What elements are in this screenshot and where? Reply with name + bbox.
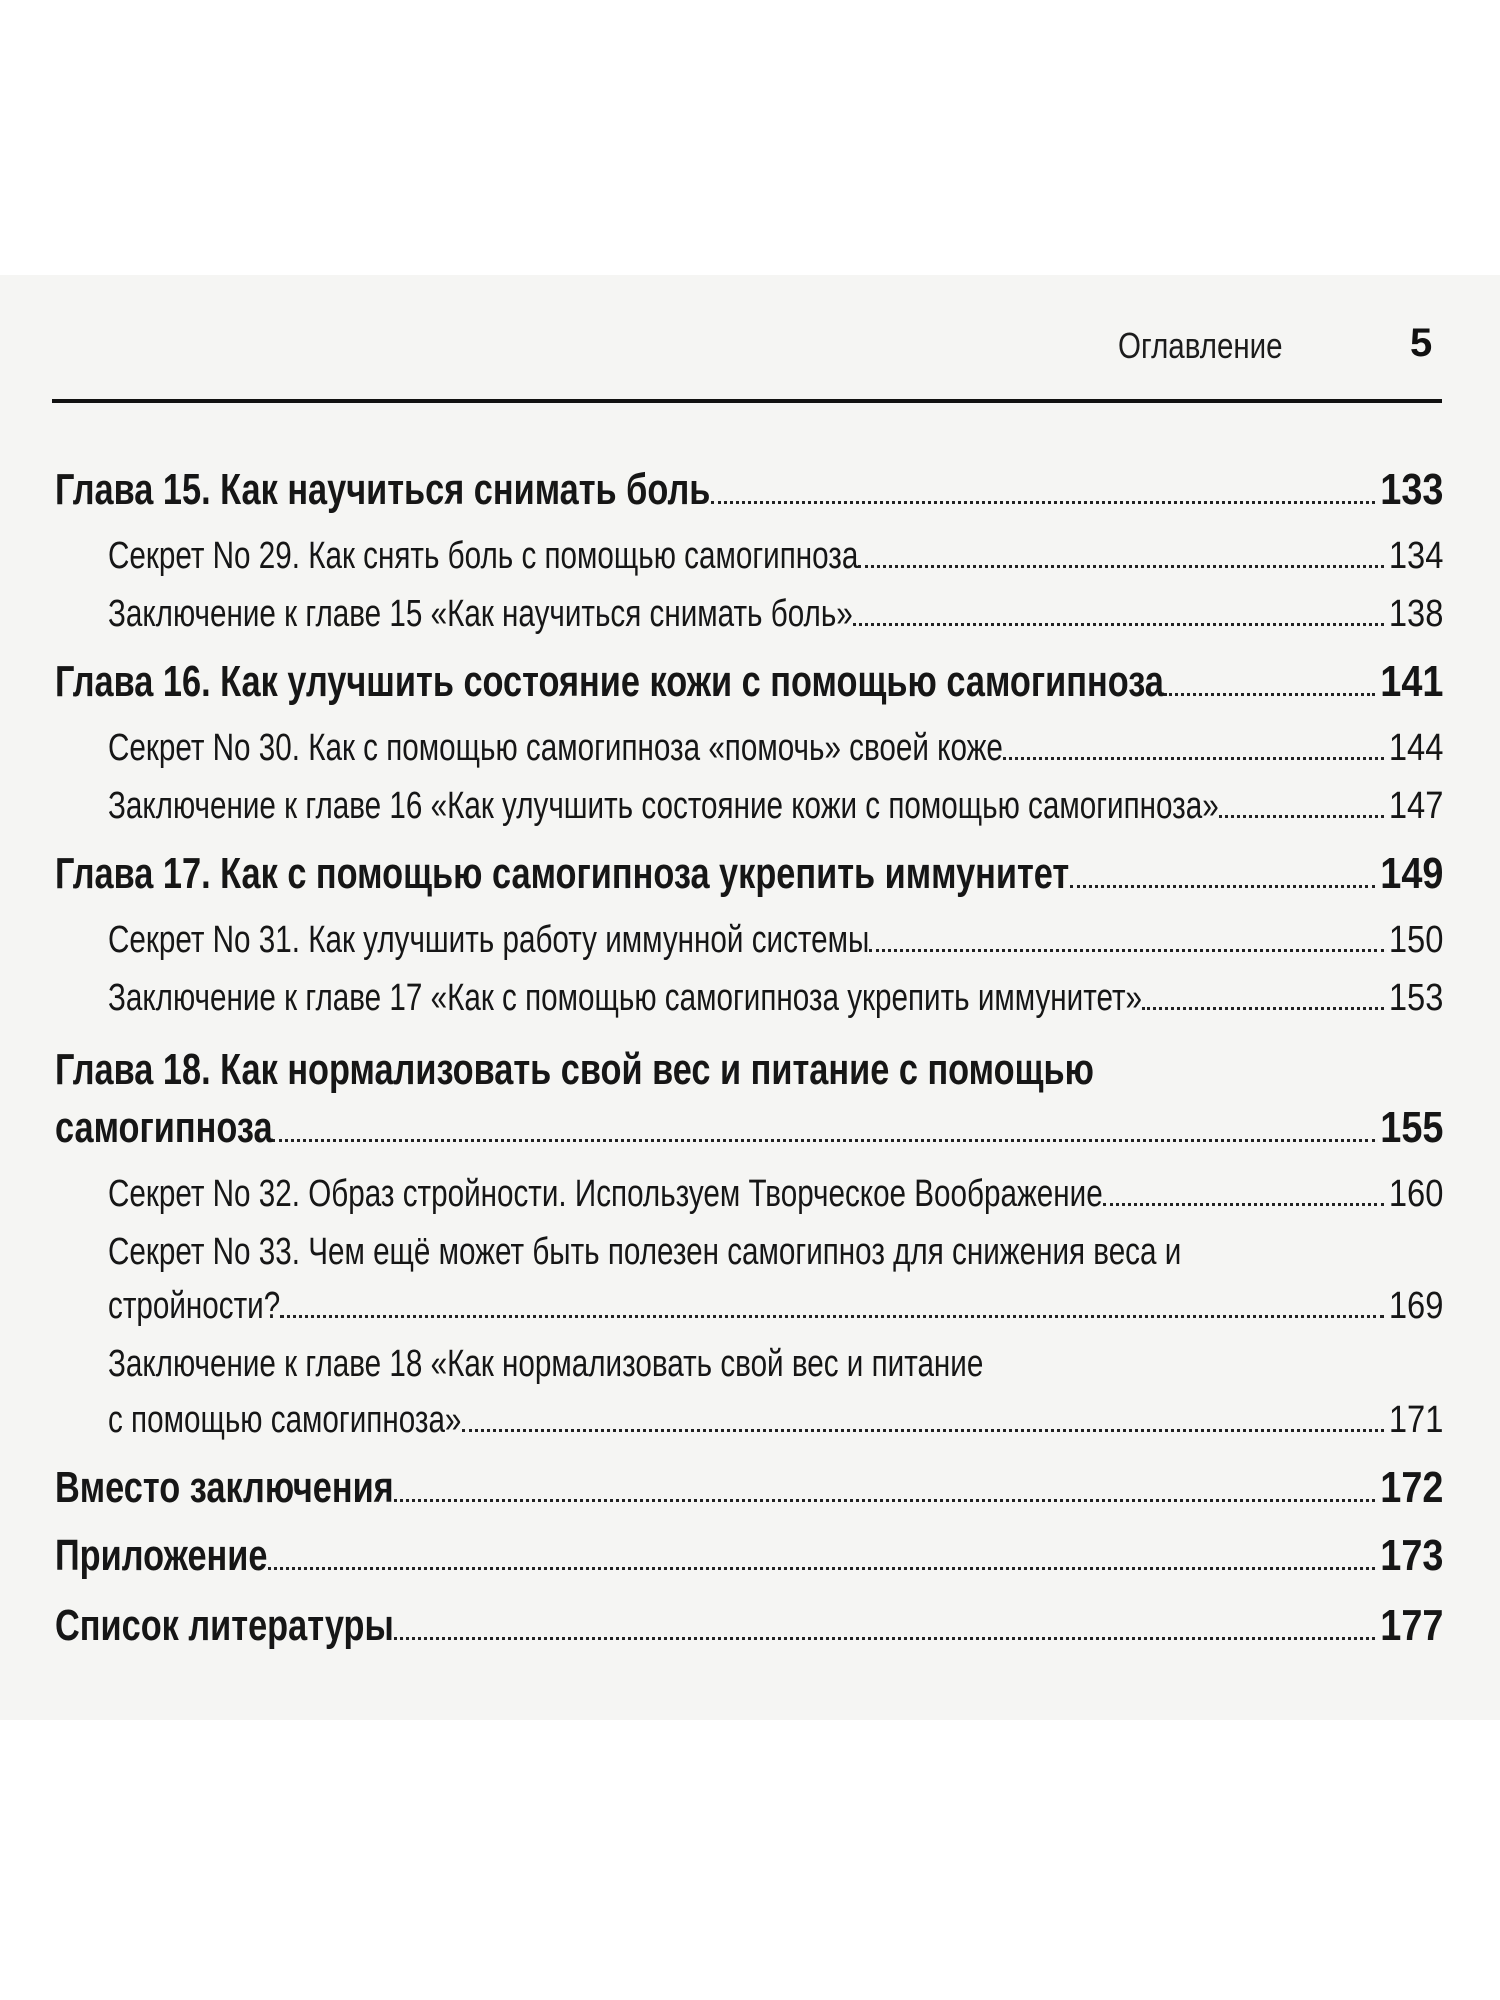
toc-conclusion-16[interactable] xyxy=(108,785,1443,828)
toc-conclusion-18[interactable] xyxy=(108,1399,1443,1442)
leader-dots xyxy=(711,500,1376,504)
page-number: 5 xyxy=(1410,321,1433,365)
toc-entry-title: Глава 18. Как нормализовать свой вес и питание с помощью xyxy=(55,1045,1094,1094)
toc-secret-33-line1[interactable] xyxy=(108,1231,1484,1274)
toc-secret-29[interactable] xyxy=(108,535,1443,578)
toc-chapter-18-line1[interactable] xyxy=(55,1045,1387,1095)
toc-entry-page: 141 xyxy=(1379,657,1443,706)
toc-entry-title-cont: с помощью самогипноза» xyxy=(108,1399,462,1441)
toc-entry-title: Глава 17. Как с помощью самогипноза укрепить иммунитет xyxy=(55,849,1070,898)
toc-references[interactable] xyxy=(55,1601,1443,1651)
leader-dots xyxy=(869,948,1384,952)
leader-dots xyxy=(462,1428,1385,1432)
toc-conclusion-17[interactable] xyxy=(108,977,1443,1020)
toc-entry-title: Глава 16. Как улучшить состояние кожи с помощью самогипноза xyxy=(55,657,1164,706)
toc-entry-page: 144 xyxy=(1388,727,1443,769)
toc-entry-title: Заключение к главе 15 «Как научиться снимать боль» xyxy=(108,593,853,635)
toc-entry-title-cont: самогипноза xyxy=(55,1103,273,1152)
toc-conclusion-18-line1[interactable] xyxy=(108,1343,1230,1386)
toc-entry-title: Вместо заключения xyxy=(55,1463,394,1512)
leader-dots xyxy=(280,1314,1384,1318)
toc-appendix[interactable] xyxy=(55,1531,1443,1581)
leader-dots xyxy=(1142,1006,1384,1010)
toc-entry-title: Секрет No 31. Как улучшить работу иммунной системы xyxy=(108,919,870,961)
toc-entry-page: 177 xyxy=(1379,1601,1443,1650)
toc-entry-page: 138 xyxy=(1388,593,1443,635)
toc-entry-title: Список литературы xyxy=(55,1601,394,1650)
toc-instead-of-conclusion[interactable] xyxy=(55,1463,1443,1513)
book-page xyxy=(0,275,1500,1720)
leader-dots xyxy=(268,1566,1376,1570)
toc-entry-title: Глава 15. Как научиться снимать боль xyxy=(55,465,711,514)
toc-chapter-17[interactable] xyxy=(55,849,1443,899)
leader-dots xyxy=(394,1498,1375,1502)
leader-dots xyxy=(1164,692,1376,696)
toc-chapter-16[interactable] xyxy=(55,657,1443,707)
leader-dots xyxy=(394,1636,1375,1640)
toc-entry-title: Заключение к главе 16 «Как улучшить состояние кожи с помощью самогипноза» xyxy=(108,785,1219,827)
toc-entry-title: Секрет No 33. Чем ещё может быть полезен самогипноз для снижения веса и xyxy=(108,1231,1182,1273)
toc-entry-page: 169 xyxy=(1388,1285,1443,1327)
toc-entry-page: 134 xyxy=(1388,535,1443,577)
toc-entry-page: 155 xyxy=(1379,1103,1443,1152)
toc-secret-31[interactable] xyxy=(108,919,1443,962)
toc-entry-title: Секрет No 32. Образ стройности. Используем Творческое Воображение xyxy=(108,1173,1103,1215)
toc-entry-title: Секрет No 30. Как с помощью самогипноза «помочь» своей коже xyxy=(108,727,1003,769)
leader-dots xyxy=(1219,814,1384,818)
toc-entry-page: 160 xyxy=(1388,1173,1443,1215)
toc-entry-page: 172 xyxy=(1379,1463,1443,1512)
toc-entry-page: 133 xyxy=(1379,465,1443,514)
toc-entry-page: 171 xyxy=(1388,1399,1443,1441)
toc-chapter-18[interactable] xyxy=(55,1103,1443,1153)
toc-conclusion-15[interactable] xyxy=(108,593,1443,636)
leader-dots xyxy=(853,622,1384,626)
leader-dots xyxy=(272,1138,1375,1142)
toc-secret-30[interactable] xyxy=(108,727,1443,770)
leader-dots xyxy=(1003,756,1384,760)
toc-entry-page: 147 xyxy=(1388,785,1443,827)
leader-dots xyxy=(858,564,1384,568)
toc-chapter-15[interactable] xyxy=(55,465,1443,515)
running-header-title: Оглавление xyxy=(1118,325,1283,366)
toc-entry-title: Заключение к главе 18 «Как нормализовать свой вес и питание xyxy=(108,1343,984,1385)
toc-secret-33[interactable] xyxy=(108,1285,1443,1328)
toc-entry-title-cont: стройности? xyxy=(108,1285,281,1327)
leader-dots xyxy=(1070,884,1376,888)
toc-entry-title: Заключение к главе 17 «Как с помощью самогипноза укрепить иммунитет» xyxy=(108,977,1143,1019)
toc-entry-page: 173 xyxy=(1379,1531,1443,1580)
toc-entry-page: 150 xyxy=(1388,919,1443,961)
leader-dots xyxy=(1103,1202,1384,1206)
table-of-contents xyxy=(0,275,1500,1720)
toc-entry-page: 153 xyxy=(1388,977,1443,1019)
toc-secret-32[interactable] xyxy=(108,1173,1443,1216)
toc-entry-title: Приложение xyxy=(55,1531,268,1580)
toc-entry-page: 149 xyxy=(1379,849,1443,898)
toc-entry-title: Секрет No 29. Как снять боль с помощью самогипноза xyxy=(108,535,859,577)
